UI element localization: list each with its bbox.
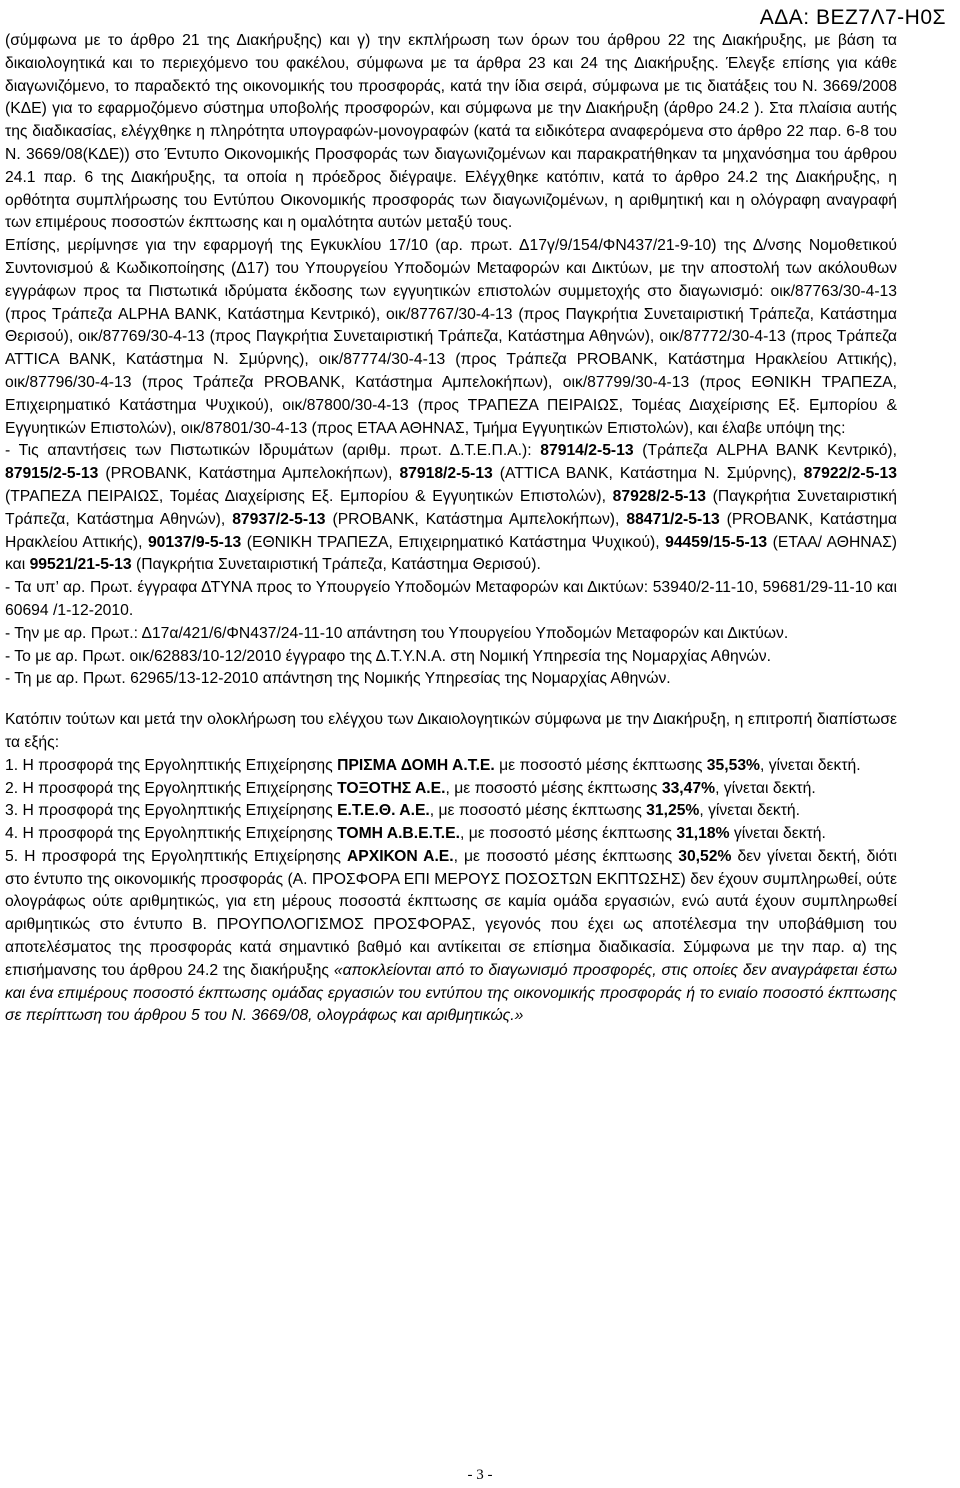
ada-code: ΑΔΑ: ΒΕΖ7Λ7-Η0Σ: [759, 6, 946, 29]
paragraph: [5, 30, 897, 235]
text-segment: 3. Η προσφορά της Εργοληπτικής Επιχείρησης: [5, 802, 338, 820]
paragraph: [5, 778, 897, 801]
text-segment: Επίσης, μερίμνησε για την εφαρμογή της Εγκυκλίου 17/10 (αρ. πρωτ. Δ17γ/9/154/ΦΝ437/21-9-10) της Δ/νσης Νομοθετικού Συντονισμού & Κωδικοποίησης (Δ17) του Υπουργείου Υποδομών Μεταφορών και Δικτύων, με την αποστολή των ακόλουθων εγγράφων προς τα Πιστωτικά ιδρύματα έκδοσης των εγγυητικών επιστολών συμμετοχής στο διαγωνισμό: οικ/87763/30-4-13 (προς Τράπεζα ALPHA BANK, Κατάστημα Κεντρικό), οικ/87767/30-4-13 (προς Παγκρήτια Συνεταιριστική Τράπεζα, Κατάστημα Θερισού), οικ/87769/30-4-13 (προς Παγκρήτια Συνεταιριστική Τράπεζα, Κατάστημα Αθηνών), οικ/87772/30-4-13 (προς Τράπεζα ATTICA BANK, Κατάστημα Ν. Σμύρνης), οικ/87774/30-4-13 (προς Τράπεζα PROBANK, Κατάστημα Ηρακλείου Αττικής), οικ/87796/30-4-13 (προς Τράπεζα PROBANK, Κατάστημα Αμπελοκήπων), οικ/87799/30-4-13 (προς ΕΘΝΙΚΗ ΤΡΑΠΕΖΑ, Επιχειρηματικό Κατάστημα Ψυχικού), οικ/87800/30-4-13 (προς ΤΡΑΠΕΖΑ ΠΕΙΡΑΙΩΣ, Τομέας Διαχείρισης Εξ. Εμπορίου & Εγγυητικών Επιστολών), οικ/87801/30-4-13 (προς ΕΤΑΑ ΑΘΗΝΑΣ, Τμήμα Εγγυητικών Επιστολών), και έλαβε υπόψη της:: [5, 237, 897, 437]
bold-text: 87922/2-5-13: [803, 465, 897, 483]
text-segment: , με ποσοστό μέσης έκπτωσης: [459, 825, 677, 843]
document-body: [5, 30, 897, 1028]
text-segment: 5. Η προσφορά της Εργοληπτικής Επιχείρησης: [5, 847, 347, 865]
paragraph: [5, 646, 897, 669]
text-segment: (Παγκρήτια Συνεταιριστική Τράπεζα, Κατάστημα Αθηνών),: [5, 487, 898, 528]
paragraph: [5, 235, 897, 440]
text-segment: δεν γίνεται δεκτή, διότι στο έντυπο της οικονομικής προσφοράς (Α. ΠΡΟΣΦΟΡΑ ΕΠΙ ΜΕΡΟΥΣ ΠΟΣΟΣΤΩΝ ΕΚΠΤΩΣΗΣ) δεν έχουν συμπληρωθεί, ούτε ολογράφως ούτε αριθμητικώς, για ετη μέρους ποσοστά έκπτωσης σε καμία ομάδα εργασιών, ενώ αυτά έχουν συμπληρωθεί αριθμητικώς στο έντυπο Β. ΠΡΟΥΠΟΛΟΓΙΣΜΟΣ ΠΡΟΣΦΟΡΑΣ, γεγονός που έχει ως αποτέλεσμα την υποβάθμιση του αποτελέσματος της προσφοράς κατά σημαντικό βαθμό και αντίκειται σε επίσημα διαδικασία. Σύμφωνα με την παρ. α) της επισήμανσης του άρθρου 24.2 της διακήρυξης: [5, 847, 897, 979]
text-segment: , με ποσοστό μέσης έκπτωσης: [445, 779, 662, 797]
text-segment: (PROBANK, Κατάστημα Ηρακλείου Αττικής),: [5, 510, 897, 551]
text-segment: (Παγκρήτια Συνεταιριστική Τράπεζα, Κατάστημα Θερισού).: [131, 556, 541, 574]
text-segment: 1. Η προσφορά της Εργοληπτικής Επιχείρησης: [5, 756, 338, 774]
bold-text: 35,53%: [706, 756, 760, 774]
bold-text: 94459/15-5-13: [665, 533, 768, 551]
bold-text: 88471/2-5-13: [626, 510, 720, 528]
bold-text: 87918/2-5-13: [399, 465, 493, 483]
text-segment: - Την με αρ. Πρωτ.: Δ17α/421/6/ΦΝ437/24-11-10 απάντηση του Υπουργείου Υποδομών Μεταφορών και Δικτύων.: [5, 624, 789, 642]
text-segment: Κατόπιν τούτων και μετά την ολοκλήρωση του ελέγχου των Δικαιολογητικών σύμφωνα με την Διακήρυξη, η επιτροπή διαπίστωσε τα εξής:: [5, 711, 897, 751]
text-segment: - Τα υπ’ αρ. Πρωτ. έγγραφα ΔΤΥΝΑ προς το Υπουργείο Υποδομών Μεταφορών και Δικτύων: 53940/2-11-10, 59681/29-11-10 και 60694 /1-12-2010.: [5, 579, 897, 619]
bold-text: 31,25%: [646, 802, 700, 820]
bold-text: ΤΟΞΟΤΗΣ Α.Ε.: [337, 779, 446, 797]
paragraph: [5, 755, 897, 778]
bold-text: 31,18%: [676, 825, 730, 843]
text-segment: - Τη με αρ. Πρωτ. 62965/13-12-2010 απάντηση της Νομικής Υπηρεσίας της Νομαρχίας Αθηνών.: [5, 670, 671, 688]
bold-text: 87914/2-5-13: [540, 442, 634, 460]
text-segment: , γίνεται δεκτή.: [699, 802, 800, 820]
text-segment: (ΤΡΑΠΕΖΑ ΠΕΙΡΑΙΩΣ, Τομέας Διαχείρισης Εξ. Εμπορίου & Εγγυητικών Επιστολών),: [5, 487, 613, 505]
bold-text: 99521/21-5-13: [29, 556, 132, 574]
bold-text: ΑΡΧΙΚΟΝ Α.Ε.: [346, 847, 454, 865]
bold-text: 90137/9-5-13: [147, 533, 242, 551]
bold-text: Ε.Τ.Ε.Θ. Α.Ε.: [337, 802, 430, 820]
text-segment: (σύμφωνα με το άρθρο 21 της Διακήρυξης) και γ) την εκπλήρωση των όρων του άρθρου 22 της Διακήρυξης, με βάση τα δικαιολογητικά και το περιεχόμενο του φακέλου, σύμφωνα με τα άρθρα 23 και 24 της Διακήρυξης. Έλεγξε επίσης για κάθε διαγωνιζόμενο, το παραδεκτό της οικονομικής του προσφοράς, κατά την ίδια σειρά, σύμφωνα με τις διατάξεις του Ν. 3669/2008 (ΚΔΕ) για το εφαρμοζόμενο σύστημα υποβολής προσφορών, και σύμφωνα με την Διακήρυξη (άρθρο 24.2 ). Στα πλαίσια αυτής της διαδικασίας, ελέγχθηκε η πληρότητα υπογραφών-μονογραφών (κατά τα ειδικότερα αναφερόμενα στο άρθρο 22 παρ. 6-8 του Ν. 3669/08(ΚΔΕ)) στο Έντυπο Οικονομικής Προσφοράς των διαγωνιζομένων και παρακρατήθηκαν τα μηχανόσημα του άρθρου 24.1 παρ. 6 της Διακήρυξης, τα οποία η πρόεδρος διέγραψε. Ελέγχθηκε κατόπιν, κατά το άρθρο 24.2 της Διακήρυξης, η ορθότητα συμπλήρωσης του Εντύπου Οικονομικής προσφοράς των διαγωνιζομένων, η αριθμητική και η ολόγραφη αναγραφή των επιμέρους ποσοστών έκπτωσης και η ομαλότητα αυτών μεταξύ τους.: [5, 32, 897, 232]
text-segment: (Τράπεζα ALPHA BANK Κεντρικό),: [633, 442, 898, 460]
text-segment: γίνεται δεκτή.: [729, 825, 826, 843]
text-segment: (PROBANK, Κατάστημα Αμπελοκήπων),: [98, 465, 400, 483]
paragraph: [5, 440, 897, 577]
paragraph: [5, 577, 897, 623]
paragraph: [5, 623, 897, 646]
text-segment: - Το με αρ. Πρωτ. οικ/62883/10-12/2010 έγγραφο της Δ.Τ.Υ.Ν.Α. στη Νομική Υπηρεσία της Νομαρχίας Αθηνών.: [5, 647, 771, 665]
paragraph: [5, 846, 897, 1028]
text-segment: 4. Η προσφορά της Εργοληπτικής Επιχείρησης: [5, 825, 338, 843]
bold-text: 87937/2-5-13: [232, 510, 326, 528]
text-segment: , με ποσοστό μέσης έκπτωσης: [429, 802, 647, 820]
italic-quote: «αποκλείονται από το διαγωνισμό προσφορές, στις οποίες δεν αναγράφεται έστω και ένα επιμέρους ποσοστό έκπτωσης ομάδας εργασιών του εντύπου της οικονομικής προσφοράς ή το ενιαίο ποσοστό έκπτωσης σε περίπτωση του άρθρου 5 του Ν. 3669/08, ολογράφως και αριθμητικώς.»: [5, 961, 897, 1025]
text-segment: με ποσοστό μέσης έκπτωσης: [494, 756, 707, 774]
text-segment: , γίνεται δεκτή.: [760, 756, 861, 774]
bold-text: 33,47%: [661, 779, 716, 797]
text-segment: (ΕΤΑΑ/ ΑΘΗΝΑΣ) και: [5, 533, 898, 574]
paragraph: [5, 709, 897, 755]
paragraph: [5, 823, 897, 846]
text-segment: , γίνεται δεκτή.: [715, 779, 816, 797]
text-segment: (ATTICA BANK, Κατάστημα Ν. Σμύρνης),: [492, 465, 804, 483]
bold-text: ΠΡΙΣΜΑ ΔΟΜΗ Α.Τ.Ε.: [337, 756, 495, 774]
bold-text: 87915/2-5-13: [5, 465, 99, 483]
paragraph: [5, 800, 897, 823]
bold-text: 30,52%: [678, 847, 732, 865]
text-segment: 2. Η προσφορά της Εργοληπτικής Επιχείρησης: [5, 779, 338, 797]
bold-text: 87928/2-5-13: [612, 487, 706, 505]
text-segment: (ΕΘΝΙΚΗ ΤΡΑΠΕΖΑ, Επιχειρηματικό Κατάστημα Ψυχικού),: [241, 533, 666, 551]
bold-text: ΤΟΜΗ Α.Β.Ε.Τ.Ε.: [337, 825, 460, 843]
text-segment: (PROBANK, Κατάστημα Αμπελοκήπων),: [325, 510, 627, 528]
paragraph: [5, 668, 897, 691]
text-segment: , με ποσοστό μέσης έκπτωσης: [453, 847, 679, 865]
page-number: - 3 -: [467, 1467, 493, 1483]
text-segment: - Τις απαντήσεις των Πιστωτικών Ιδρυμάτων (αριθμ. πρωτ. Δ.Τ.Ε.Π.Α.):: [5, 442, 541, 460]
